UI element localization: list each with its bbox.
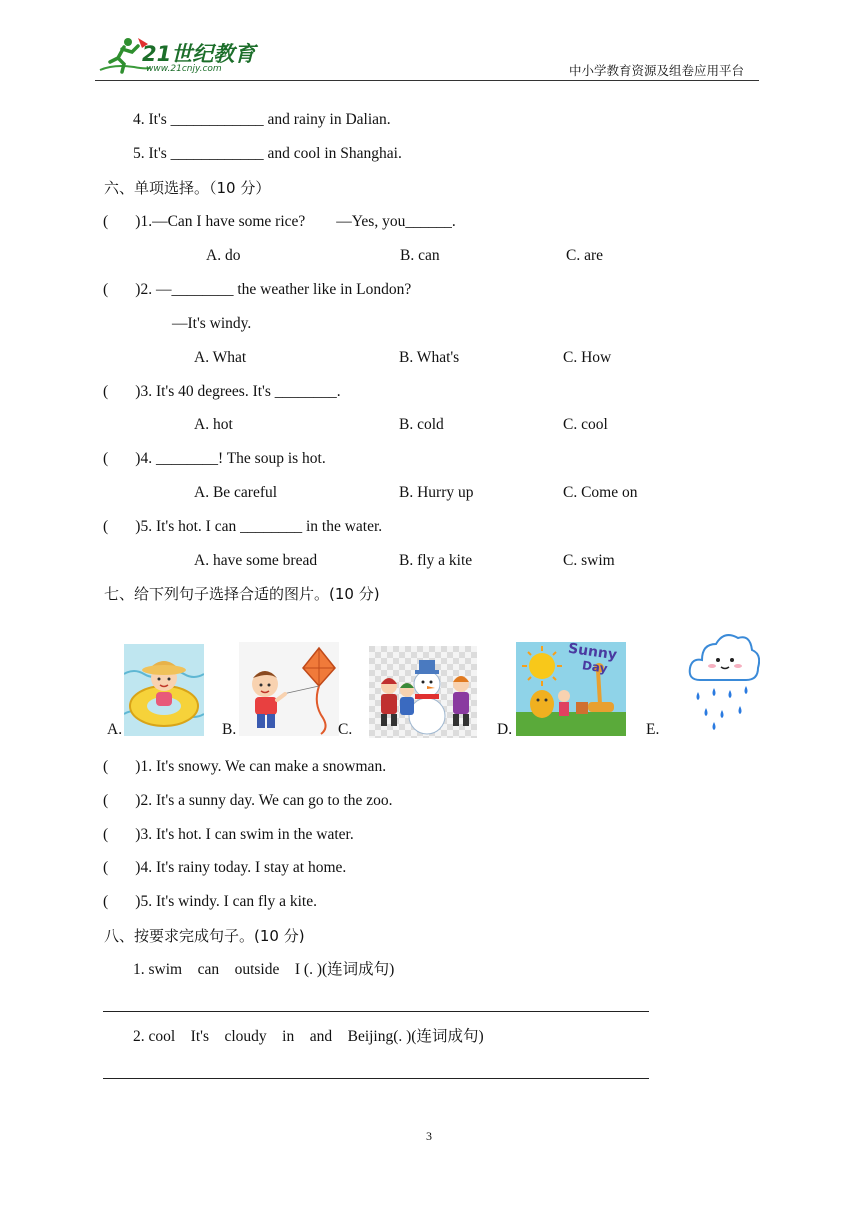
- page-number: 3: [426, 1129, 432, 1143]
- q2-option-b: B. What's: [399, 349, 460, 366]
- q1-option-a: A. do: [206, 247, 241, 264]
- platform-text: 中小学教育资源及组卷应用平台: [569, 63, 745, 78]
- kite-boy-picture: [239, 642, 339, 736]
- rain-cloud-picture: [688, 624, 760, 732]
- picture-d-label: D.: [497, 721, 513, 738]
- section8-title: 八、按要求完成句子。(10 分): [104, 927, 305, 945]
- q4-option-b: B. Hurry up: [399, 484, 474, 501]
- q5-option-a: A. have some bread: [194, 552, 318, 569]
- fill-blank-5: 5. It's ____________ and cool in Shanghai.: [133, 145, 402, 162]
- answer-line-1: [103, 1011, 649, 1012]
- q4-option-a: A. Be careful: [194, 484, 278, 501]
- s7-sentence-5: ( )5. It's windy. I can fly a kite.: [103, 893, 317, 910]
- fill-blank-4: 4. It's ____________ and rainy in Dalian.: [133, 111, 391, 128]
- picture-a-label: A.: [107, 721, 123, 738]
- q1-option-b: B. can: [400, 247, 440, 264]
- snowman-picture: [369, 646, 477, 738]
- q1-stem: ( )1.—Can I have some rice? —Yes, you______.: [103, 213, 456, 230]
- q1-option-c: C. are: [566, 247, 604, 264]
- picture-e-label: E.: [646, 721, 660, 738]
- q2-stem2: —It's windy.: [172, 315, 252, 332]
- q2-option-a: A. What: [194, 349, 247, 366]
- s7-sentence-1: ( )1. It's snowy. We can make a snowman.: [103, 758, 387, 775]
- s7-sentence-4: ( )4. It's rainy today. I stay at home.: [103, 859, 347, 876]
- logo-text: 21世纪教育: [142, 42, 256, 66]
- q3-option-a: A. hot: [194, 416, 233, 433]
- picture-c-label: C.: [338, 721, 353, 738]
- picture-b-label: B.: [222, 721, 237, 738]
- s8-item-2: 2. cool It's cloudy in and Beijing(. )(连词成句): [133, 1028, 484, 1045]
- s7-sentence-3: ( )3. It's hot. I can swim in the water.: [103, 826, 354, 843]
- logo-url: www.21cnjy.com: [146, 64, 222, 74]
- q3-stem: ( )3. It's 40 degrees. It's ________.: [103, 383, 341, 400]
- swimming-girl-picture: [124, 644, 204, 736]
- s8-item-1: 1. swim can outside I (. )(连词成句): [133, 961, 395, 978]
- section6-title: 六、单项选择。（10 分）: [104, 179, 271, 197]
- q3-option-c: C. cool: [563, 416, 608, 433]
- header-logo: [94, 34, 264, 78]
- header-rule: [95, 80, 759, 81]
- q5-option-b: B. fly a kite: [399, 552, 473, 569]
- sunny-text: Sunny: [567, 640, 618, 664]
- q5-stem: ( )5. It's hot. I can ________ in the water.: [103, 518, 383, 535]
- day-text: Day: [581, 658, 609, 676]
- q5-option-c: C. swim: [563, 552, 615, 569]
- s7-sentence-2: ( )2. It's a sunny day. We can go to the zoo.: [103, 792, 393, 809]
- q2-option-c: C. How: [563, 349, 612, 366]
- q2-stem: ( )2. —________ the weather like in London?: [103, 281, 412, 298]
- q3-option-b: B. cold: [399, 416, 444, 433]
- sunny-day-picture: [516, 642, 626, 736]
- answer-line-2: [103, 1078, 649, 1079]
- q4-option-c: C. Come on: [563, 484, 638, 501]
- section7-title: 七、给下列句子选择合适的图片。(10 分): [104, 585, 380, 603]
- q4-stem: ( )4. ________! The soup is hot.: [103, 450, 326, 467]
